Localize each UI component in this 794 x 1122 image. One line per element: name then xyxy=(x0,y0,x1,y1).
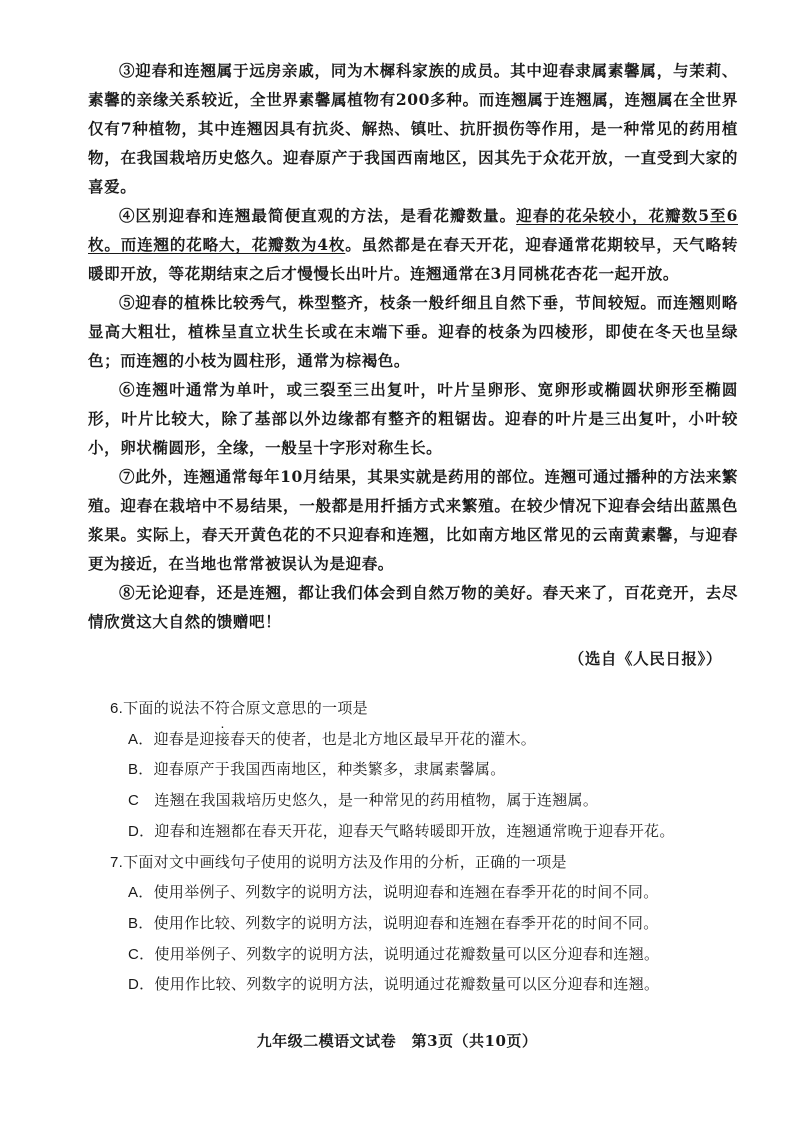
paragraph-3: ③迎春和连翘属于远房亲戚，同为木樨科家族的成员。其中迎春隶属素馨属，与茉莉、素馨的亲缘关系较近，全世界素馨属植物有200多种。而连翘属于连翘属，连翘属在全世界仅有7种植物，其中连翘因具有抗炎、解热、镇吐、抗肝损伤等作用，是一种常见的药用植物，在我国栽培历史悠久。迎春原产于我国西南地区，因其先于众花开放，一直受到大家的喜爱。 xyxy=(88,61,738,196)
question-6-option-c: C 连翘在我国栽培历史悠久，是一种常见的药用植物，属于连翘属。 xyxy=(128,792,599,810)
question-6-stem-end: 原文意思的一项是 xyxy=(245,700,368,717)
paragraph-4-intro: ④区别迎春和连翘最简便直观的方法，是看花瓣数量。 xyxy=(119,206,517,225)
question-6-option-d: D．迎春和连翘都在春天开花，迎春天气略转暖即开放，连翘通常晚于迎春开花。 xyxy=(128,822,675,840)
page-footer: 九年级二模语文试卷 第3页（共10页） xyxy=(256,1032,538,1050)
reading-passage xyxy=(88,56,738,673)
paragraph-5: ⑤迎春的植株比较秀气，株型整齐，枝条一般纤细且自然下垂，节间较短。而连翘则略显高大粗壮，植株呈直立状生长或在末端下垂。迎春的枝条为四棱形，即使在冬天也呈绿色；而连翘的小枝为圆柱形，通常为棕褐色。 xyxy=(88,293,738,370)
question-7-stem: 7.下面对文中画线句子使用的说明方法及作用的分析，正确的一项是 xyxy=(110,853,567,871)
question-6-option-b: B．迎春原产于我国西南地区，种类繁多，隶属素馨属。 xyxy=(128,761,506,779)
question-6-option-a: A．迎春是迎接春天的使者，也是北方地区最早开花的灌木。 xyxy=(128,730,537,748)
questions-section xyxy=(110,694,730,1001)
underlined-sentence: 迎春的花朵较小，花瓣数5至6枚。而连翘的花略大，花瓣数为4枚 xyxy=(88,206,738,254)
emphasis-dotted-text: 不符合 xyxy=(199,700,246,717)
question-7-option-a: A．使用举例子、列数字的说明方法，说明迎春和连翘在春季开花的时间不同。 xyxy=(128,884,659,902)
question-6-stem xyxy=(110,694,730,725)
question-6-stem-start: 6.下面的说法 xyxy=(110,700,200,717)
question-7-option-b: B．使用作比较、列数字的说明方法，说明迎春和连翘在春季开花的时间不同。 xyxy=(128,914,659,932)
paragraph-8: ⑧无论迎春，还是连翘，都让我们体会到自然万物的美好。春天来了，百花竞开，去尽情欣赏这大自然的馈赠吧！ xyxy=(88,583,738,631)
paragraph-4-rest: 。虽然都是在春天开花，迎春通常花期较早，天气略转暖即开放，等花期结束之后才慢慢长出叶片。连翘通常在3月同桃花杏花一起开放。 xyxy=(88,235,738,283)
question-7-option-c: C．使用举例子、列数字的说明方法，说明通过花瓣数量可以区分迎春和连翘。 xyxy=(128,945,660,963)
paragraph-4 xyxy=(88,201,738,288)
paragraph-7: ⑦此外，连翘通常每年10月结果，其果实就是药用的部位。连翘可通过播种的方法来繁殖。迎春在栽培中不易结果，一般都是用扦插方式来繁殖。在较少情况下迎春会结出蓝黑色浆果。实际上，春天开黄色花的不只迎春和连翘，比如南方地区常见的云南黄素馨，与迎春更为接近，在当地也常常被误认为是迎春。 xyxy=(88,467,738,573)
paragraph-6: ⑥连翘叶通常为单叶，或三裂至三出复叶，叶片呈卵形、宽卵形或椭圆状卵形至椭圆形，叶片比较大，除了基部以外边缘都有整齐的粗锯齿。迎春的叶片是三出复叶，小叶较小，卵状椭圆形，全缘，一般呈十字形对称生长。 xyxy=(88,380,738,457)
question-7-option-d: D．使用作比较、列数字的说明方法，说明通过花瓣数量可以区分迎春和连翘。 xyxy=(128,976,660,994)
passage-source: （选自《人民日报》） xyxy=(568,649,722,668)
